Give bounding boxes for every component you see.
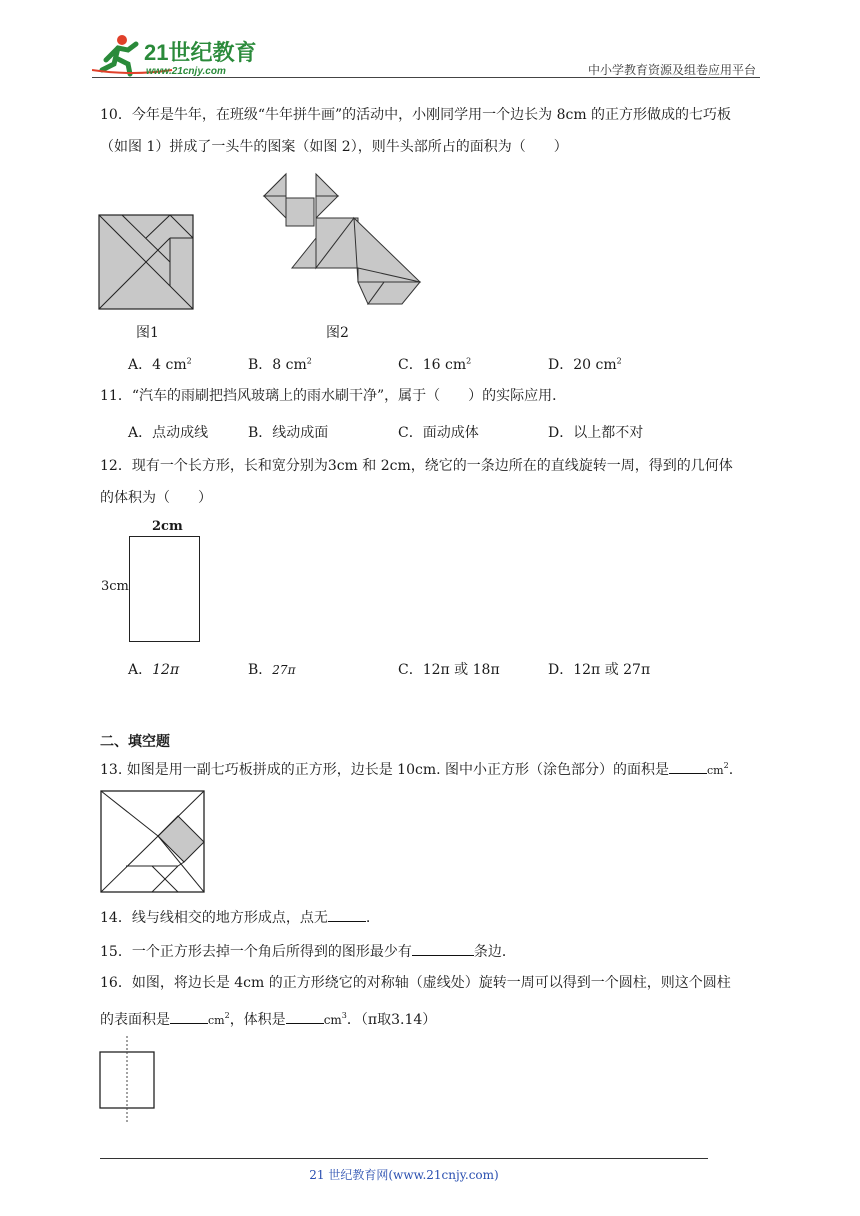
q16-surface-area-blank[interactable] (170, 1009, 208, 1024)
svg-text:www.21cnjy.com: www.21cnjy.com (146, 66, 226, 77)
fig2-caption: 图2 (326, 325, 349, 341)
q12-option-d[interactable]: D．12π 或 27π (548, 662, 651, 678)
q15-answer-blank[interactable] (412, 941, 474, 956)
q16-line1: 16．如图，将边长是 4cm 的正方形绕它的对称轴（虚线处）旋转一周可以得到一个圆柱，则这个圆柱 (100, 975, 731, 991)
q10-line2: （如图 1）拼成了一头牛的图案（如图 2），则牛头部所占的面积为（ ） (100, 139, 568, 155)
q10-option-d[interactable]: D．20 $cm^2$ (548, 356, 622, 373)
q12-option-c[interactable]: C．12π 或 18π (398, 662, 500, 678)
q11-option-b[interactable]: B．线动成面 (248, 425, 329, 441)
q12-option-a[interactable]: A．12π (128, 662, 180, 678)
header-platform-text: 中小学教育资源及组卷应用平台 (587, 63, 756, 77)
q11-option-a[interactable]: A．点动成线 (128, 425, 209, 441)
footer-divider (100, 1158, 708, 1159)
q10-option-a[interactable]: A．4 $cm^2$ (128, 356, 192, 373)
q16-line2: 的表面积是 $cm^2$，体积是 $cm^3$．（π取3.14） (100, 1011, 437, 1028)
q12-option-b[interactable]: B．27π (248, 662, 296, 678)
q15-text: 15．一个正方形去掉一个角后所得到的图形最少有 条边． (100, 941, 516, 961)
site-logo (92, 30, 262, 78)
tangram-square-figure (100, 790, 206, 894)
q11-line1: 11．“汽车的雨刷把挡风玻璃上的雨水刷干净”，属于（ ）的实际应用． (100, 388, 567, 404)
q13-answer-blank[interactable] (669, 759, 707, 774)
tangram-ox-figure-2 (262, 172, 428, 310)
tangram-figure-1 (98, 214, 194, 310)
footer-site-link[interactable]: 21 世纪教育网(www.21cnjy.com) (309, 1168, 499, 1182)
q12-rectangle (129, 536, 200, 642)
section-2-title: 二、填空题 (100, 734, 170, 750)
q11-option-d[interactable]: D．以上都不对 (548, 425, 644, 441)
header-divider (92, 77, 760, 78)
q12-label-width: 2cm (152, 519, 183, 534)
q10-option-b[interactable]: B．8 $cm^2$ (248, 356, 312, 373)
fig1-caption: 图1 (136, 325, 159, 341)
q13-text: 13. 如图是用一副七巧板拼成的正方形，边长是 10cm. 图中小正方形（涂色部分）的面积是 $cm^2$. (100, 761, 734, 778)
q16-volume-blank[interactable] (286, 1009, 324, 1024)
q12-label-length: 3cm (101, 579, 129, 594)
q12-line1: 12．现有一个长方形，长和宽分别为3cm 和 2cm，绕它的一条边所在的直线旋转一周，得到的几何体 (100, 458, 733, 474)
q16-square-with-axis (98, 1036, 158, 1124)
q14-answer-blank[interactable] (328, 907, 366, 922)
q11-option-c[interactable]: C．面动成体 (398, 425, 479, 441)
q12-line2: 的体积为（ ） (100, 490, 212, 506)
q10-option-c[interactable]: C．16 $cm^2$ (398, 356, 472, 373)
runner-logo-icon (92, 30, 262, 78)
svg-text:21世纪教育: 21世纪教育 (144, 40, 257, 65)
q10-line1: 10．今年是牛年，在班级“牛年拼牛画”的活动中，小刚同学用一个边长为 8cm 的正方形做成的七巧板 (100, 107, 732, 123)
q14-text: 14．线与线相交的地方形成点，点无 . (100, 907, 370, 927)
